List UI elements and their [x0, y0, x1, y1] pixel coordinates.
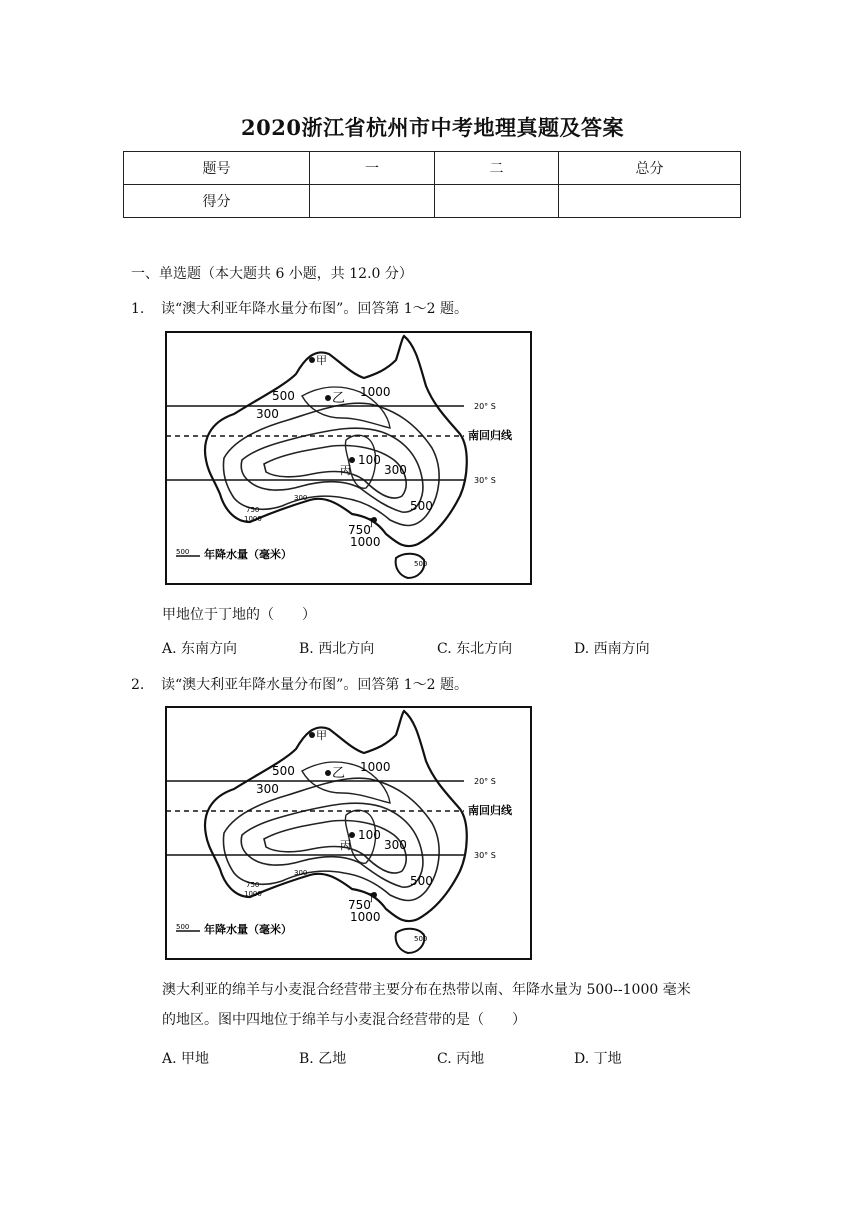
score-header-cell: 总分 [559, 152, 741, 185]
latitude-label: 20° S [474, 402, 496, 411]
label-ding: 丁 [366, 891, 377, 904]
isohyet-label: 300 [384, 463, 407, 477]
isohyet-label: 750 [246, 881, 260, 889]
score-cell [310, 185, 435, 218]
isohyet-label: 100 [358, 453, 381, 467]
option-d[interactable]: D. 西南方向 [574, 641, 650, 657]
score-header-cell: 一 [310, 152, 435, 185]
isohyet-label: 1000 [244, 515, 262, 523]
score-header-cell: 二 [435, 152, 559, 185]
isohyet-label: 1000 [360, 385, 391, 399]
point-bing [349, 457, 355, 463]
isohyet-label: 100 [358, 828, 381, 842]
isohyet-label: 300 [384, 838, 407, 852]
legend-label: 年降水量（毫米） [204, 548, 292, 561]
question-1-stem: 甲地位于丁地的（ ） [162, 607, 316, 623]
isohyet-label: 500 [272, 764, 295, 778]
isohyet-label: 750 [246, 506, 260, 514]
score-table-header-row [124, 152, 741, 185]
isohyet-label: 1000 [350, 910, 381, 924]
question-2 [131, 674, 468, 694]
isohyet-label: 500 [414, 935, 428, 943]
legend-number: 500 [176, 923, 190, 931]
tropic-label: 南回归线 [468, 804, 512, 817]
isohyet-label: 1000 [244, 890, 262, 898]
option-a[interactable]: A. 东南方向 [162, 641, 238, 657]
option-b[interactable]: B. 西北方向 [299, 641, 375, 657]
option-c[interactable]: C. 丙地 [437, 1051, 485, 1067]
point-jia [309, 732, 315, 738]
isohyet-label: 300 [294, 869, 308, 877]
option-d[interactable]: D. 丁地 [574, 1051, 622, 1067]
document-title: 2020浙江省杭州市中考地理真题及答案 [241, 115, 624, 140]
isohyet-label: 1000 [360, 760, 391, 774]
isohyet-label: 500 [272, 389, 295, 403]
option-b[interactable]: B. 乙地 [299, 1051, 347, 1067]
australia-rainfall-map-2 [164, 705, 534, 965]
score-header-cell: 题号 [124, 152, 310, 185]
question-number: 2. [131, 677, 145, 693]
isohyet-label: 300 [256, 782, 279, 796]
latitude-label: 20° S [474, 777, 496, 786]
isohyet-label: 500 [410, 499, 433, 513]
label-yi: 乙 [332, 766, 346, 781]
score-table [123, 151, 741, 218]
latitude-label: 30° S [474, 851, 496, 860]
isohyet-label: 300 [294, 494, 308, 502]
point-yi [325, 770, 331, 776]
point-bing [349, 832, 355, 838]
question-number: 1. [131, 301, 145, 317]
option-c[interactable]: C. 东北方向 [437, 641, 513, 657]
score-row-label: 得分 [124, 185, 310, 218]
isohyet-label: 1000 [350, 535, 381, 549]
label-jia: 甲 [316, 729, 327, 742]
isohyet-label: 750 [348, 523, 371, 537]
question-2-stem [162, 975, 762, 1035]
isohyet-label: 300 [256, 407, 279, 421]
question-2-stem-line-2: 的地区。图中四地位于绵羊与小麦混合经营带的是（ ） [162, 1012, 526, 1028]
latitude-label: 30° S [474, 476, 496, 485]
label-ding: 丁 [366, 516, 377, 529]
label-yi: 乙 [332, 391, 346, 406]
question-text: 读“澳大利亚年降水量分布图”。回答第 1～2 题。 [161, 677, 469, 693]
australia-rainfall-map-1 [164, 330, 534, 590]
section-heading: 一、单选题（本大题共 6 小题，共 12.0 分） [131, 266, 413, 282]
label-bing: 丙 [340, 839, 351, 852]
label-bing: 丙 [340, 464, 351, 477]
isohyet-label: 750 [348, 898, 371, 912]
label-jia: 甲 [316, 354, 327, 367]
question-2-stem-line-1: 澳大利亚的绵羊与小麦混合经营带主要分布在热带以南、年降水量为 500--1000 毫米 [162, 982, 691, 998]
score-cell [559, 185, 741, 218]
isohyet-label: 500 [414, 560, 428, 568]
question-1 [131, 298, 468, 318]
point-yi [325, 395, 331, 401]
score-cell [435, 185, 559, 218]
option-a[interactable]: A. 甲地 [162, 1051, 210, 1067]
tropic-label: 南回归线 [468, 429, 512, 442]
question-text: 读“澳大利亚年降水量分布图”。回答第 1～2 题。 [161, 301, 469, 317]
isohyet-label: 500 [410, 874, 433, 888]
legend-number: 500 [176, 548, 190, 556]
point-jia [309, 357, 315, 363]
legend-label: 年降水量（毫米） [204, 923, 292, 936]
score-table-row [124, 185, 741, 218]
